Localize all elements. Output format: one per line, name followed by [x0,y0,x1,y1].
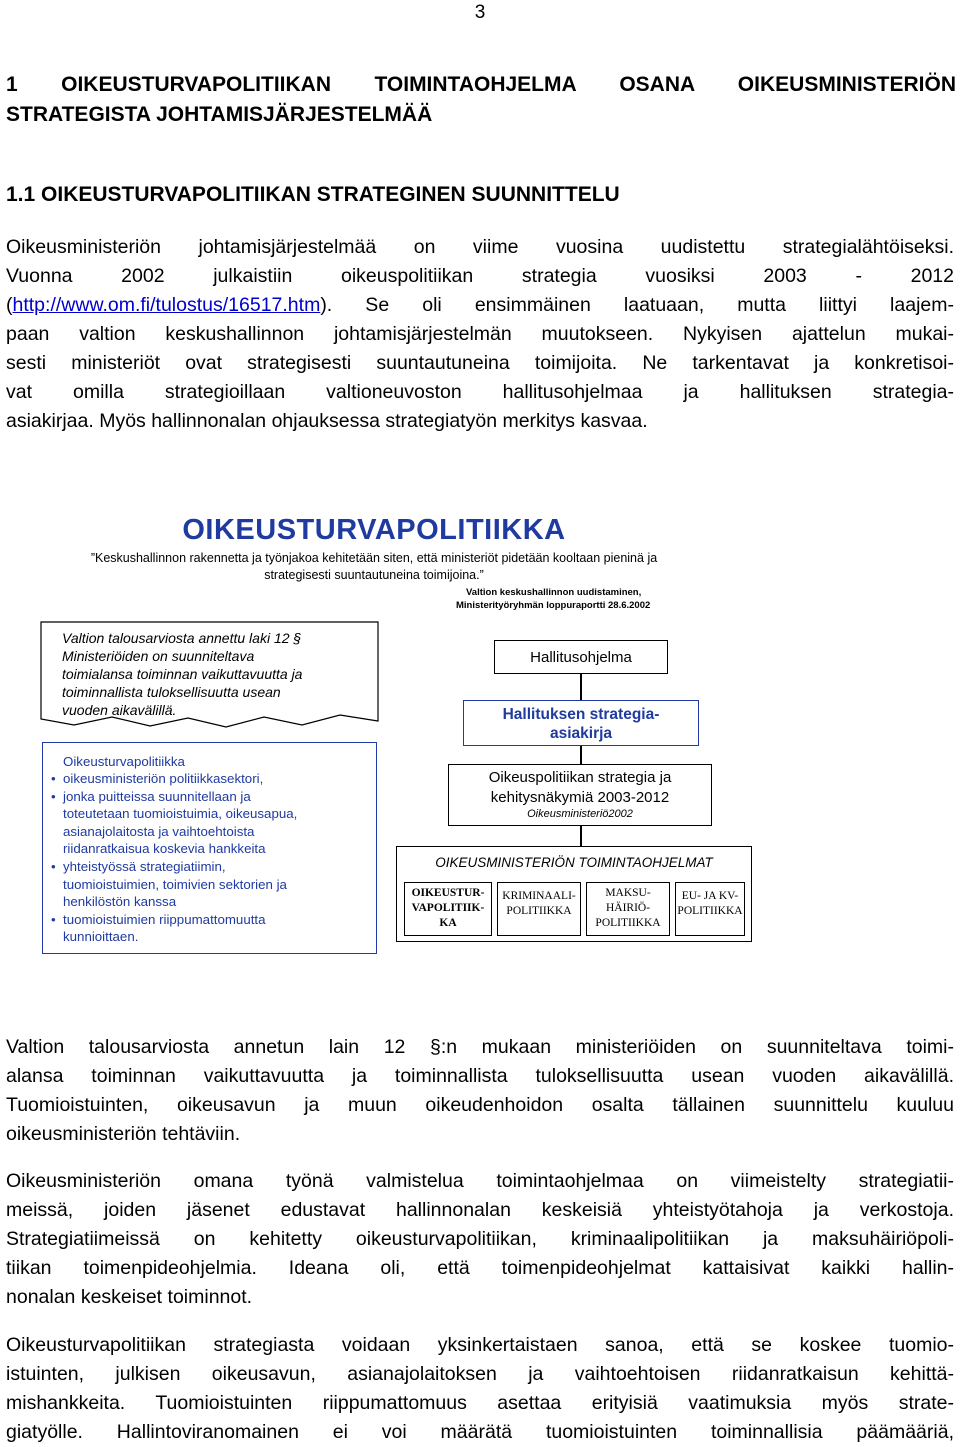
bullet-icon: • [51,911,56,927]
quote-line: ”Keskushallinnon rakennetta ja työnjakoa kehitetään siten, että ministeriöt pidetään kooltaan pieninä ja [90,551,658,565]
law-box-line: Valtion talousarviosta annettu laki 12 § [62,630,302,646]
oikeuspolitiikka-source: Oikeusministeriö2002 [527,808,633,820]
oikeuspolitiikka-box [448,764,712,826]
paragraph-line: nonalan keskeiset toiminnot. [6,1286,253,1308]
paragraph-line: meissä, joiden jäsenet edustavat hallinnonalan keskeisiä yhteistyötahoja ja verkostoja. [6,1199,954,1221]
bullet-line: jonka puitteissa suunnitellaan ja [63,788,251,804]
paragraph-teams [6,1167,954,1312]
hallitusohjelma-box [494,640,668,674]
bullet-line: tuomioistuimien riippumattomuutta [63,911,266,927]
program-line: EU- JA KV- [681,890,739,902]
policy-bullet [51,858,371,911]
policy-box [42,742,377,954]
paragraph-line: Valtion talousarviosta annetun lain 12 §:n mukaan ministeriöiden on suunniteltava toimi- [6,1036,954,1058]
paragraph-line: sesti ministeriöt ovat strategisesti suuntautuneina toimijoita. Ne tarkentavat ja konkretisoi- [6,352,954,374]
strategy-document-line: asiakirja [549,725,613,742]
source-line: Ministerityöryhmän loppuraportti 28.6.2002 [456,600,651,611]
paragraph-law [6,1033,954,1149]
action-programs-box [396,846,752,942]
program-line: VAPOLITIIK- [411,902,485,914]
diagram-quote [20,550,728,584]
strategy-link[interactable]: http://www.om.fi/tulostus/16517.htm [12,294,321,316]
law-box [62,629,372,719]
program-box-maksuhairio [586,882,670,936]
paragraph-line: vat omilla strategioillaan valtioneuvoston hallitusohjelmaa ja hallituksen strategia- [6,381,954,403]
paragraph-line: Oikeusministeriön omana työnä valmistelua toimintaohjelmaa on viimeistelty strategiatii- [6,1170,954,1192]
program-line: POLITIIKKA [677,905,743,917]
paragraph-line: Oikeusministeriön johtamisjärjestelmää on viime vuosina uudistettu strategialähtöiseksi. [6,236,954,258]
connector-line [580,674,582,700]
policy-bullet [51,911,371,946]
paragraph-line: Oikeusturvapolitiikan strategiasta voidaan yksinkertaistaen sanoa, että se koskee tuomio- [6,1334,954,1356]
policy-bullet [51,788,371,858]
action-programs-title: OIKEUSMINISTERIÖN TOIMINTAOHJELMAT [435,855,713,870]
oikeuspolitiikka-line: Oikeuspolitiikan strategia ja [488,769,672,786]
program-line: KRIMINAALI- [502,890,576,902]
bullet-icon: • [51,788,56,804]
paragraph-line [6,291,954,320]
program-line: MAKSU- [605,887,651,899]
paragraph-line: paan valtion keskushallinnon johtamisjärjestelmän muutokseen. Nykyisen ajattelun mukai- [6,323,954,345]
bullet-line: henkilöstön kanssa [63,894,177,910]
bullet-line: riidanratkaisua koskevia hankkeita [63,841,266,857]
paragraph-line: mishankkeita. Tuomioistuinten riippumattomuus asettaa erityisiä vaatimuksia myös strate- [6,1392,954,1414]
bullet-line: kunnioittaen. [63,929,139,945]
paragraph-line: alansa toiminnan vaikuttavuutta ja toiminnallista tuloksellisuutta usean vuoden aikavälillä. [6,1065,954,1087]
policy-box-title: Oikeusturvapolitiikka [63,754,185,769]
section-heading: 1.1 OIKEUSTURVAPOLITIIKAN STRATEGINEN SUUNNITTELU [6,183,620,206]
connector-line [580,826,582,846]
oikeuspolitiikka-line: kehitysnäkymiä 2003-2012 [490,789,670,806]
quote-line: strategisesti suuntautuneina toimijoina.” [264,568,484,582]
bullet-line: tuomioistuimien, toimivien sektorien ja [63,876,287,892]
paragraph-line: Strategiatiimeissä on kehitetty oikeusturvapolitiikan, kriminaalipolitiikan ja maksuhäiriöpoli- [6,1228,954,1250]
bullet-line: oikeusministeriön politiikkasektori, [63,771,264,786]
law-box-line: Ministeriöiden on suunniteltava [62,648,255,664]
paragraph-line: Vuonna 2002 julkaistiin oikeuspolitiikan strategia vuosiksi 2003 - 2012 [6,265,954,287]
chapter-heading [6,70,956,130]
paragraph-line: istuinten, julkisen oikeusavun, asianajolaitoksen ja vaihtoehtoisen riidanratkaisun kehittä- [6,1363,954,1385]
law-box-line: vuoden aikavälillä. [62,702,177,718]
bullet-icon: • [51,771,56,786]
chapter-heading-line: 1 OIKEUSTURVAPOLITIIKAN TOIMINTAOHJELMA OSANA OIKEUSMINISTERIÖN [6,73,956,96]
bullet-icon: • [51,858,56,874]
law-box-line: toiminnallista tuloksellisuutta usean [62,684,281,700]
program-line: OIKEUSTUR- [411,887,485,899]
bullet-line: asianajolaitosta ja vaihtoehtoista [63,823,255,839]
paren: ( [6,294,13,316]
policy-bullets [51,770,371,946]
page-number: 3 [474,2,486,23]
source-line: Valtion keskushallinnon uudistaminen, [466,587,642,598]
paragraph-line: giatyölle. Hallintoviranomainen ei voi määrätä tuomioistuinten toiminnallisia päämääriä, [6,1421,954,1443]
program-line: KA [439,917,457,929]
paragraph-strategy [6,1331,954,1447]
diagram [0,500,960,970]
program-box-oikeusturva [404,882,492,936]
program-box-eu-kv [675,882,745,936]
connector-line [580,746,582,764]
program-line: HÄIRIÖ- [605,902,651,914]
quote-source [400,586,700,612]
paragraph-line: asiakirjaa. Myös hallinnonalan ohjauksessa strategiatyön merkitys kasvaa. [6,410,648,432]
bullet-line: yhteistyössä strategiatiimin, [63,858,226,874]
program-line: POLITIIKKA [506,905,572,917]
paragraph-line: oikeusministeriön tehtäviin. [6,1123,241,1145]
diagram-title: OIKEUSTURVAPOLITIIKKA [182,514,566,546]
policy-bullet [51,770,371,788]
strategy-document-box [463,700,699,746]
chapter-heading-line: STRATEGISTA JOHTAMISJÄRJESTELMÄÄ [6,103,433,126]
hallitusohjelma-label: Hallitusohjelma [530,648,632,666]
paragraph-line: tiikan toimenpideohjelmia. Ideana oli, että toimenpideohjelmat kattaisivat kaikki hallin- [6,1257,954,1279]
paragraph-text: ). Se oli ensimmäinen laatuaan, mutta liittyi laajem- [320,294,954,316]
paragraph-intro [6,233,954,436]
paragraph-line: Tuomioistuinten, oikeusavun ja muun oikeudenhoidon osalta tällainen suunnittelu kuuluu [6,1094,954,1116]
strategy-document-line: Hallituksen strategia- [502,706,660,723]
law-box-line: toimialansa toiminnan vaikuttavuutta ja [62,666,303,682]
bullet-line: toteutetaan tuomioistuimia, oikeusapua, [63,806,298,822]
program-line: POLITIIKKA [595,917,661,929]
program-box-kriminaali [497,882,581,936]
